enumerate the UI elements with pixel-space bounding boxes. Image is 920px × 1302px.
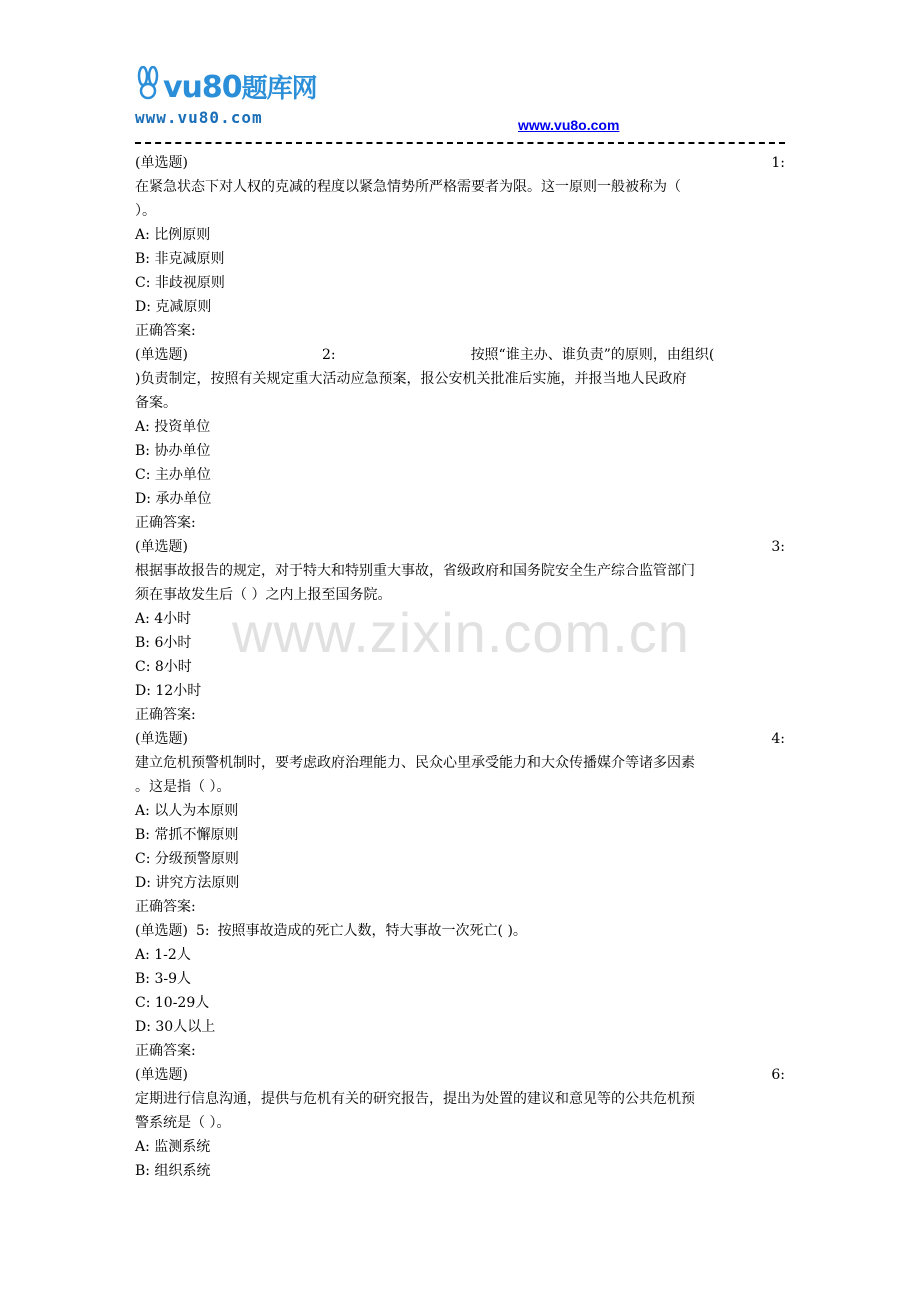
logo-cn-text: 题库网 <box>241 74 317 104</box>
option-b: B: 协办单位 <box>135 443 211 459</box>
option-a: A: 1-2人 <box>135 947 191 963</box>
answer-label: 正确答案: <box>135 515 196 531</box>
question-type: (单选题) <box>135 1067 188 1083</box>
option-d: D: 12小时 <box>135 683 202 699</box>
site-link[interactable]: www.vu8o.com <box>518 117 620 133</box>
option-b: B: 6小时 <box>135 635 192 651</box>
question-list <box>135 151 785 1183</box>
option-a: A: 比例原则 <box>135 227 211 243</box>
answer-label: 正确答案: <box>135 707 196 723</box>
option-a: A: 投资单位 <box>135 419 211 435</box>
header-divider <box>135 142 785 144</box>
option-c: C: 非歧视原则 <box>135 275 225 291</box>
rabbit-icon <box>135 66 161 100</box>
question-type: (单选题) <box>135 923 188 939</box>
question-stem: 按照“谁主办、谁负责”的原则，由组织( <box>470 347 715 363</box>
question-stem: 备案。 <box>135 395 177 411</box>
logo-word-text: vu80 <box>163 70 242 105</box>
question-number: 3: <box>771 539 785 555</box>
answer-label: 正确答案: <box>135 1043 196 1059</box>
question-number: 1: <box>771 155 785 171</box>
question-stem: ）。 <box>135 203 156 219</box>
question-number: 4: <box>771 731 785 747</box>
question-stem: 在紧急状态下对人权的克减的程度以紧急情势所严格需要者为限。这一原则一般被称为（ <box>135 179 681 195</box>
question-type: (单选题) <box>135 731 188 747</box>
question-number: 6: <box>771 1067 785 1083</box>
option-d: D: 克减原则 <box>135 299 212 315</box>
watermark: www.zixin.com.cn <box>232 601 690 664</box>
option-d: D: 30人以上 <box>135 1019 216 1035</box>
question-6 <box>135 1063 785 1183</box>
question-header <box>135 919 785 943</box>
question-header <box>135 151 785 175</box>
option-a: A: 以人为本原则 <box>135 803 239 819</box>
question-4 <box>135 727 785 919</box>
question-header <box>135 1063 785 1087</box>
question-5 <box>135 919 785 1063</box>
question-stem: 。这是指（ ）。 <box>135 779 231 795</box>
question-2 <box>135 343 785 535</box>
option-a: A: 监测系统 <box>135 1139 211 1155</box>
question-3 <box>135 535 785 727</box>
question-stem: 根据事故报告的规定，对于特大和特别重大事故，省级政府和国务院安全生产综合监管部门 <box>135 563 695 579</box>
logo-wordmark <box>163 68 317 105</box>
question-stem: 警系统是（ ）。 <box>135 1115 231 1131</box>
answer-label: 正确答案: <box>135 899 196 915</box>
question-type: (单选题) <box>135 539 188 555</box>
question-header <box>135 727 785 751</box>
question-stem: 按照事故造成的死亡人数，特大事故一次死亡( )。 <box>217 923 527 939</box>
option-c: C: 主办单位 <box>135 467 211 483</box>
question-type: (单选题) <box>135 347 188 363</box>
answer-label: 正确答案: <box>135 323 196 339</box>
option-d: D: 讲究方法原则 <box>135 875 240 891</box>
question-number: 2: <box>321 347 336 363</box>
question-header <box>135 343 785 367</box>
option-b: B: 3-9人 <box>135 971 191 987</box>
question-stem: )负责制定，按照有关规定重大活动应急预案，报公安机关批准后实施，并报当地人民政府 <box>135 371 687 387</box>
question-1 <box>135 151 785 343</box>
vu80-logo <box>135 64 347 132</box>
option-b: B: 常抓不懈原则 <box>135 827 239 843</box>
logo-url-text: www.vu80.com <box>135 108 263 127</box>
option-a: A: 4小时 <box>135 611 192 627</box>
question-stem: 须在事故发生后（ ）之内上报至国务院。 <box>135 587 392 603</box>
option-d: D: 承办单位 <box>135 491 212 507</box>
question-type: (单选题) <box>135 155 188 171</box>
question-stem: 建立危机预警机制时，要考虑政府治理能力、民众心里承受能力和大众传播媒介等诸多因素 <box>135 755 695 771</box>
option-c: C: 8小时 <box>135 659 192 675</box>
option-c: C: 分级预警原则 <box>135 851 239 867</box>
question-number: 5: <box>195 923 210 939</box>
option-c: C: 10-29人 <box>135 995 210 1011</box>
question-stem: 定期进行信息沟通，提供与危机有关的研究报告，提出为处置的建议和意见等的公共危机预 <box>135 1091 695 1107</box>
option-b: B: 非克减原则 <box>135 251 225 267</box>
option-b: B: 组织系统 <box>135 1163 211 1179</box>
question-header <box>135 535 785 559</box>
